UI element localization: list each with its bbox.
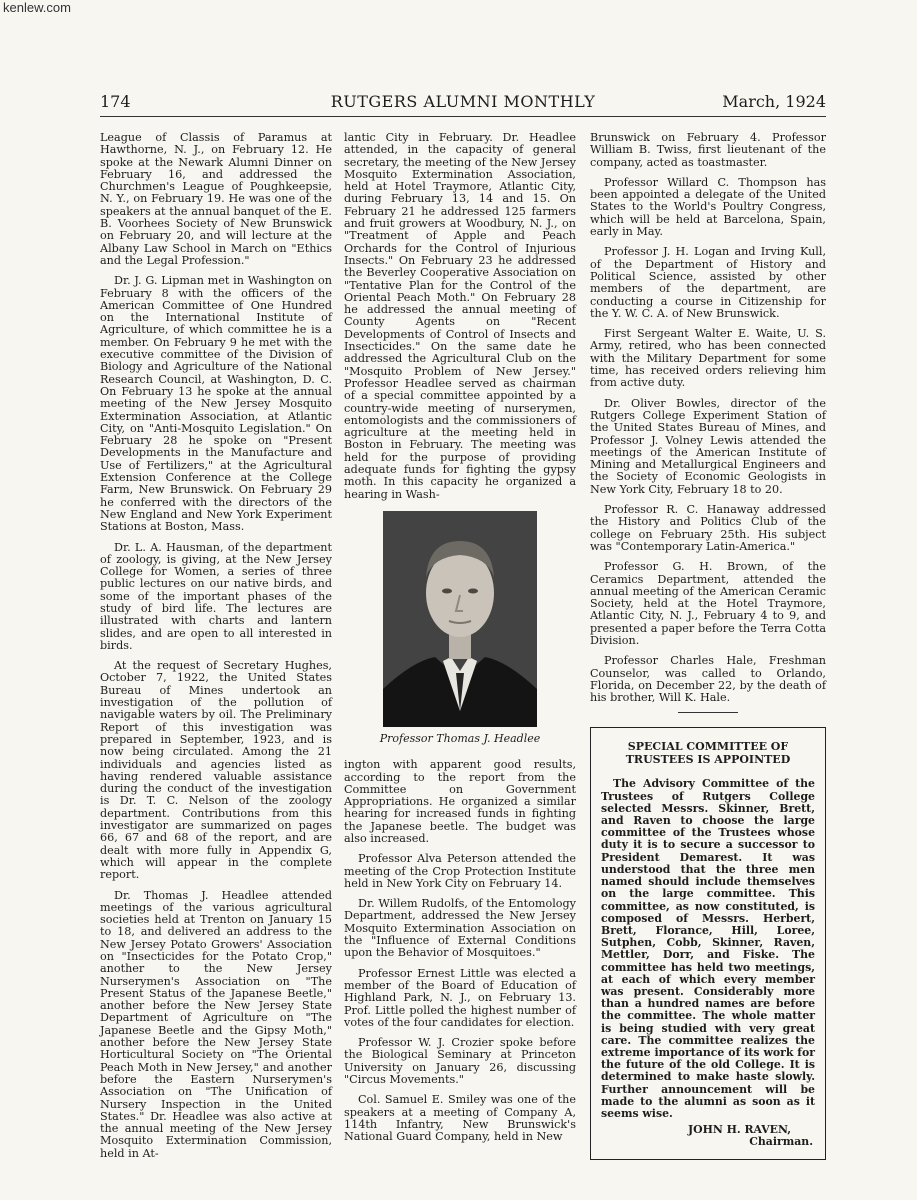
paragraph: League of Classis of Paramus at Hawthorne, N. J., on February 12. He spoke at the Newark Alumni Dinner on February 16, and addressed the Churchmen's League of Poughkeepsie, N. Y., on February 19. He was one of the speakers at the annual banquet of the E. B. Voorhees Society of New Brunswick on February 20, and will lecture at the Albany Law School in March on "Ethics and the Legal Profession." [100, 131, 332, 267]
issue-date: March, 1924 [722, 92, 826, 111]
notice-heading-line: SPECIAL COMMITTEE OF [627, 740, 789, 754]
paragraph: Professor Charles Hale, Freshman Counselor, was called to Orlando, Florida, on December 22, by the death of his brother, Will K. Hale. [590, 654, 826, 705]
page-number: 174 [100, 92, 131, 111]
paragraph: At the request of Secretary Hughes, October 7, 1922, the United States Bureau of Mines undertook an investigation of the pollution of navigable waters by oil. The Preliminary Report of this investigation was prepared in September, 1923, and is now being circulated. Among the 21 individuals and agencies listed as having rendered valuable assistance during the conduct of the investigation is Dr. T. C. Nelson of the zoology department. Contributions from this investigator are summarized on pages 66, 67 and 68 of the report, and are dealt with more fully in Appendix G, which will appear in the complete report. [100, 659, 332, 882]
page-header [100, 92, 826, 116]
paragraph: Dr. Oliver Bowles, director of the Rutgers College Experiment Station of the United States Bureau of Mines, and Professor J. Volney Lewis attended the meetings of the American Institute of Mining and Metallurgical Engineers and the Society of Economic Geologists in New York City, February 18 to 20. [590, 396, 826, 496]
paragraph: First Sergeant Walter E. Waite, U. S. Army, retired, who has been connected with the Military Department for some time, has received orders relieving him from active duty. [590, 327, 826, 390]
paragraph: Professor W. J. Crozier spoke before the Biological Seminary at Princeton University on January 26, discussing "Circus Movements." [344, 1036, 576, 1087]
special-committee-notice [590, 727, 826, 1159]
headlee-portrait-photo [383, 511, 537, 727]
paragraph: Dr. J. G. Lipman met in Washington on February 8 with the officers of the American Committee of One Hundred on the International Institute of Agriculture, of which committee he is a member. On February 9 he met with the executive committee of the Division of Biology and Agriculture of the National Research Council, at Washington, D. C. On February 13 he spoke at the annual meeting of the New Jersey Mosquito Extermination Association, at Atlantic City, on "Anti-Mosquito Legislation." On February 28 he spoke on "Present Developments in the Manufacture and Use of Fertilizers," at the Agricultural Extension Conference at the College Farm, New Brunswick. On February 29 he conferred with the directors of the New England and New York Experiment Stations at Boston, Mass. [100, 274, 332, 534]
magazine-title: RUTGERS ALUMNI MONTHLY [330, 92, 596, 111]
paragraph: Professor Willard C. Thompson has been appointed a delegate of the United States to the World's Poultry Congress, which will be held at Barcelona, Spain, early in May. [590, 175, 826, 239]
notice-heading [601, 740, 815, 766]
notice-heading-line: TRUSTEES IS APPOINTED [625, 753, 791, 767]
paragraph: lantic City in February. Dr. Headlee attended, in the capacity of general secretary, the meeting of the New Jersey Mosquito Extermination Association, held at Hotel Traymore, Atlantic City, during February 13, 14 and 15. On February 21 he addressed 125 farmers and fruit growers at Woodbury, N. J., on "Treatment of Apple and Peach Orchards for the Control of Injurious Insects." On February 23 he addressed the Beverley Cooperative Association on "Tentative Plan for the Control of the Oriental Peach Moth." On February 28 he addressed the annual meeting of County Agents on "Recent Developments of Control of Insects and Insecticides." On the same date he addressed the Agricultural Club on the "Mosquito Problem of New Jersey." Professor Headlee served as chairman of a special committee appointed by a country-wide meeting of nurserymen, entomologists and the commissioners of agriculture at the meeting held in Boston in February. The meeting was held for the purpose of providing adequate funds for fighting the gypsy moth. In this capacity he organized a hearing in Wash- [344, 131, 576, 501]
notice-signature-name: JOHN H. RAVEN, [687, 1123, 791, 1137]
paragraph: Dr. Thomas J. Headlee attended meetings of the various agricultural societies held at Trenton on January 15 to 18, and delivered an address to the New Jersey Potato Growers' Association on "Insecticides for the Potato Crop," another to the New Jersey Nurserymen's Association on "The Present Status of the Japanese Beetle," another before the New Jersey State Department of Agriculture on "The Japanese Beetle and the Gipsy Moth," another before the New Jersey State Horticultural Society on "The Oriental Peach Moth in New Jersey," and another before the Eastern Nurserymen's Association on "The Unification of Nursery Inspection in the United States." Dr. Headlee was also active at the annual meeting of the New Jersey Mosquito Extermination Commission, held in At- [100, 888, 332, 1160]
column-2 [344, 132, 576, 1152]
column-1 [100, 132, 332, 1168]
photo-caption: Professor Thomas J. Headlee [379, 731, 541, 745]
notice-body: The Advisory Committee of the Trustees of Rutgers College selected Messrs. Skinner, Brett, and Raven to choose the large committee of the Trustees whose duty it is to secure a successor to President Demarest. It was understood that the three men named should include themselves on the large committee. This committee, as now constituted, is composed of Messrs. Herbert, Brett, Florance, Hill, Loree, Sutphen, Cobb, Skinner, Raven, Mettler, Dorr, and Fiske. The committee has held two meetings, at each of which every member was present. Considerably more than a hundred names are before the committee. The whole matter is being studied with very great care. The committee realizes the extreme importance of its work for the future of the old College. It is determined to make haste slowly. Further announcement will be made to the alumni as soon as it seems wise. [601, 777, 815, 1120]
paragraph: Dr. Willem Rudolfs, of the Entomology Department, addressed the New Jersey Mosquito Extermination Association on the "Influence of External Conditions upon the Behavior of Mosquitoes." [344, 897, 576, 960]
paragraph: Brunswick on February 4. Professor William B. Twiss, first lieutenant of the company, acted as toastmaster. [590, 131, 826, 169]
paragraph: Professor Alva Peterson attended the meeting of the Crop Protection Institute held in New York City on February 14. [344, 852, 576, 890]
paragraph: ington with apparent good results, according to the report from the Committee on Government Appropriations. He organized a similar hearing for increased funds in fighting the Japanese beetle. The budget was also increased. [344, 758, 576, 845]
paragraph: Professor J. H. Logan and Irving Kull, of the Department of History and Political Science, assisted by other members of the department, are conducting a course in Citizenship for the Y. W. C. A. of New Brunswick. [590, 245, 826, 320]
portrait-icon [383, 511, 537, 727]
paragraph: Professor R. C. Hanaway addressed the History and Politics Club of the college on February 25th. His subject was "Contemporary Latin-America." [590, 503, 826, 553]
paragraph: Professor Ernest Little was elected a member of the Board of Education of Highland Park, N. J., on February 13. Prof. Little polled the highest number of votes of the four candidates for election. [344, 966, 576, 1029]
paragraph: Col. Samuel E. Smiley was one of the speakers at a meeting of Company A, 114th Infantry, New Brunswick's National Guard Company, held in New [344, 1093, 576, 1144]
notice-signature-title: Chairman. [749, 1135, 813, 1149]
header-rule [100, 116, 826, 117]
section-divider [678, 712, 738, 713]
watermark-text: kenlew.com [3, 0, 71, 15]
paragraph: Dr. L. A. Hausman, of the department of zoology, is giving, at the New Jersey College for Women, a series of three public lectures on our native birds, and some of the important phases of the study of bird life. The lectures are illustrated with charts and lantern slides, and are open to all interested in birds. [100, 540, 332, 652]
paragraph: Professor G. H. Brown, of the Ceramics Department, attended the annual meeting of the American Ceramic Society, held at the Hotel Traymore, Atlantic City, N. J., February 4 to 9, and presented a paper before the Terra Cotta Division. [590, 560, 826, 647]
column-3 [590, 132, 826, 1160]
